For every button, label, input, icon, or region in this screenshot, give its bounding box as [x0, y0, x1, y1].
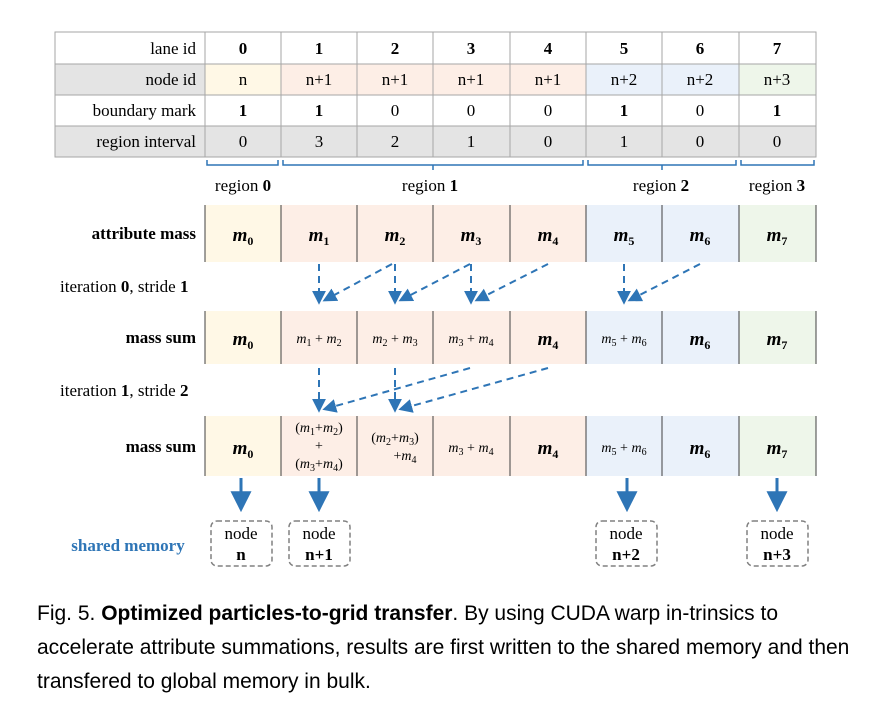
region-interval-cell: 0: [695, 132, 705, 151]
mass-sum-label-2: mass sum: [125, 437, 196, 456]
region-0-label: region 0: [214, 176, 272, 195]
mass-sum-cell: $m_6$: [689, 438, 711, 461]
mass-sum-cell: $m_3 + m_4$: [448, 332, 494, 349]
region-interval-cell: 1: [619, 132, 629, 151]
mass-sum-cell: $m_3 + m_4$: [448, 441, 494, 458]
lane-id-cell: 5: [619, 39, 629, 58]
node-box-id: n+2: [612, 545, 640, 564]
node-box-label: node: [760, 524, 794, 543]
region-interval-cell: 0: [543, 132, 553, 151]
boundary-mark-cell: 0: [695, 101, 705, 120]
node-id-cell: n: [238, 70, 248, 89]
node-box-id: n+3: [763, 545, 791, 564]
node-id-cell: n+1: [381, 70, 409, 89]
mass-sum-cell: $m_4$: [537, 329, 559, 352]
iteration-1-arrows: [319, 368, 548, 410]
iteration-1-label: iteration 1, stride 2: [60, 381, 189, 400]
mass-cell: $m_7$: [766, 225, 788, 248]
region-3-label: region 3: [748, 176, 806, 195]
mass-sum-cell: $m_2 + m_3$: [372, 332, 418, 349]
mass-cell: $m_5$: [613, 225, 635, 248]
lane-id-cell: 4: [543, 39, 553, 58]
mass-sum-cell: $m_7$: [766, 329, 788, 352]
boundary-mark-cell: 1: [238, 101, 248, 120]
boundary-mark-cell: 1: [619, 101, 629, 120]
mass-cell: $m_6$: [689, 225, 711, 248]
region-interval-label: region interval: [96, 132, 196, 151]
mass-sum-label-1: mass sum: [125, 328, 196, 347]
caption-prefix: Fig. 5.: [37, 602, 96, 625]
attribute-mass-row: [92, 205, 816, 262]
mass-cell: $m_0$: [232, 225, 254, 248]
mass-sum-cell: $m_0$: [232, 329, 254, 352]
lane-id-cell: 6: [695, 39, 705, 58]
caption-body: . By using CUDA warp in-trinsics to accelerate attribute summations, results are first written to the shared memory and then transfered to global memory in bulk.: [37, 602, 850, 693]
mass-sum-cell: $+m_4$: [393, 449, 417, 466]
node-box-label: node: [302, 524, 336, 543]
node-box-label: node: [224, 524, 258, 543]
mass-sum-cell: $m_4$: [537, 438, 559, 461]
mass-sum-cell: $(m_3+m_4)$: [295, 457, 343, 474]
node-box-id: n: [236, 545, 246, 564]
boundary-mark-cell: 0: [466, 101, 476, 120]
node-id-cell: n+1: [305, 70, 333, 89]
node-id-cell: n+2: [610, 70, 638, 89]
lane-id-cell: 0: [238, 39, 248, 58]
write-arrows: [241, 478, 777, 508]
lane-id-label: lane id: [150, 39, 196, 58]
boundary-mark-cell: 1: [772, 101, 782, 120]
mass-sum-cell: $m_5 + m_6$: [601, 332, 647, 349]
region-interval-cell: 3: [314, 132, 324, 151]
shared-memory-label: shared memory: [71, 536, 185, 555]
region-1-label: region 1: [401, 176, 459, 195]
region-interval-cell: 0: [238, 132, 248, 151]
region-interval-cell: 2: [390, 132, 400, 151]
mass-cell: $m_3$: [460, 225, 482, 248]
node-box-id: n+1: [305, 545, 333, 564]
mass-cell: $m_2$: [384, 225, 406, 248]
boundary-mark-label: boundary mark: [92, 101, 196, 120]
region-2-label: region 2: [632, 176, 690, 195]
boundary-mark-cell: 0: [390, 101, 400, 120]
attribute-mass-label: attribute mass: [91, 224, 196, 243]
node-id-label: node id: [145, 70, 196, 89]
mass-cell: $m_1$: [308, 225, 330, 248]
node-id-cell: n+1: [457, 70, 485, 89]
iteration-0-label: iteration 0, stride 1: [60, 277, 189, 296]
caption-title: Optimized particles-to-grid transfer: [101, 602, 453, 625]
mass-sum-cell: $m_1 + m_2$: [296, 332, 342, 349]
boundary-mark-cell: 1: [314, 101, 324, 120]
shared-memory-nodes: [211, 521, 808, 566]
node-id-cell: n+1: [534, 70, 562, 89]
lane-table: [55, 32, 816, 157]
node-id-cell: n+3: [763, 70, 791, 89]
region-interval-cell: 0: [772, 132, 782, 151]
iteration-0-arrows: [319, 264, 700, 302]
node-box-label: node: [609, 524, 643, 543]
region-braces: [207, 160, 814, 170]
mass-sum-cell: +: [315, 439, 323, 454]
mass-sum-row-2: [126, 416, 816, 476]
mass-sum-cell: $m_0$: [232, 438, 254, 461]
mass-sum-cell: $(m_2+m_3)$: [371, 431, 419, 448]
boundary-mark-cell: 0: [543, 101, 553, 120]
figure-caption: [37, 597, 857, 699]
mass-sum-cell: $m_6$: [689, 329, 711, 352]
mass-cell: $m_4$: [537, 225, 559, 248]
region-interval-cell: 1: [466, 132, 476, 151]
mass-sum-cell: $(m_1+m_2)$: [295, 421, 343, 438]
mass-sum-row-1: [126, 311, 816, 364]
lane-id-cell: 1: [314, 39, 324, 58]
lane-id-cell: 3: [466, 39, 476, 58]
lane-id-cell: 2: [390, 39, 400, 58]
mass-sum-cell: $m_7$: [766, 438, 788, 461]
lane-id-cell: 7: [772, 39, 782, 58]
node-id-cell: n+2: [686, 70, 714, 89]
mass-sum-cell: $m_5 + m_6$: [601, 441, 647, 458]
